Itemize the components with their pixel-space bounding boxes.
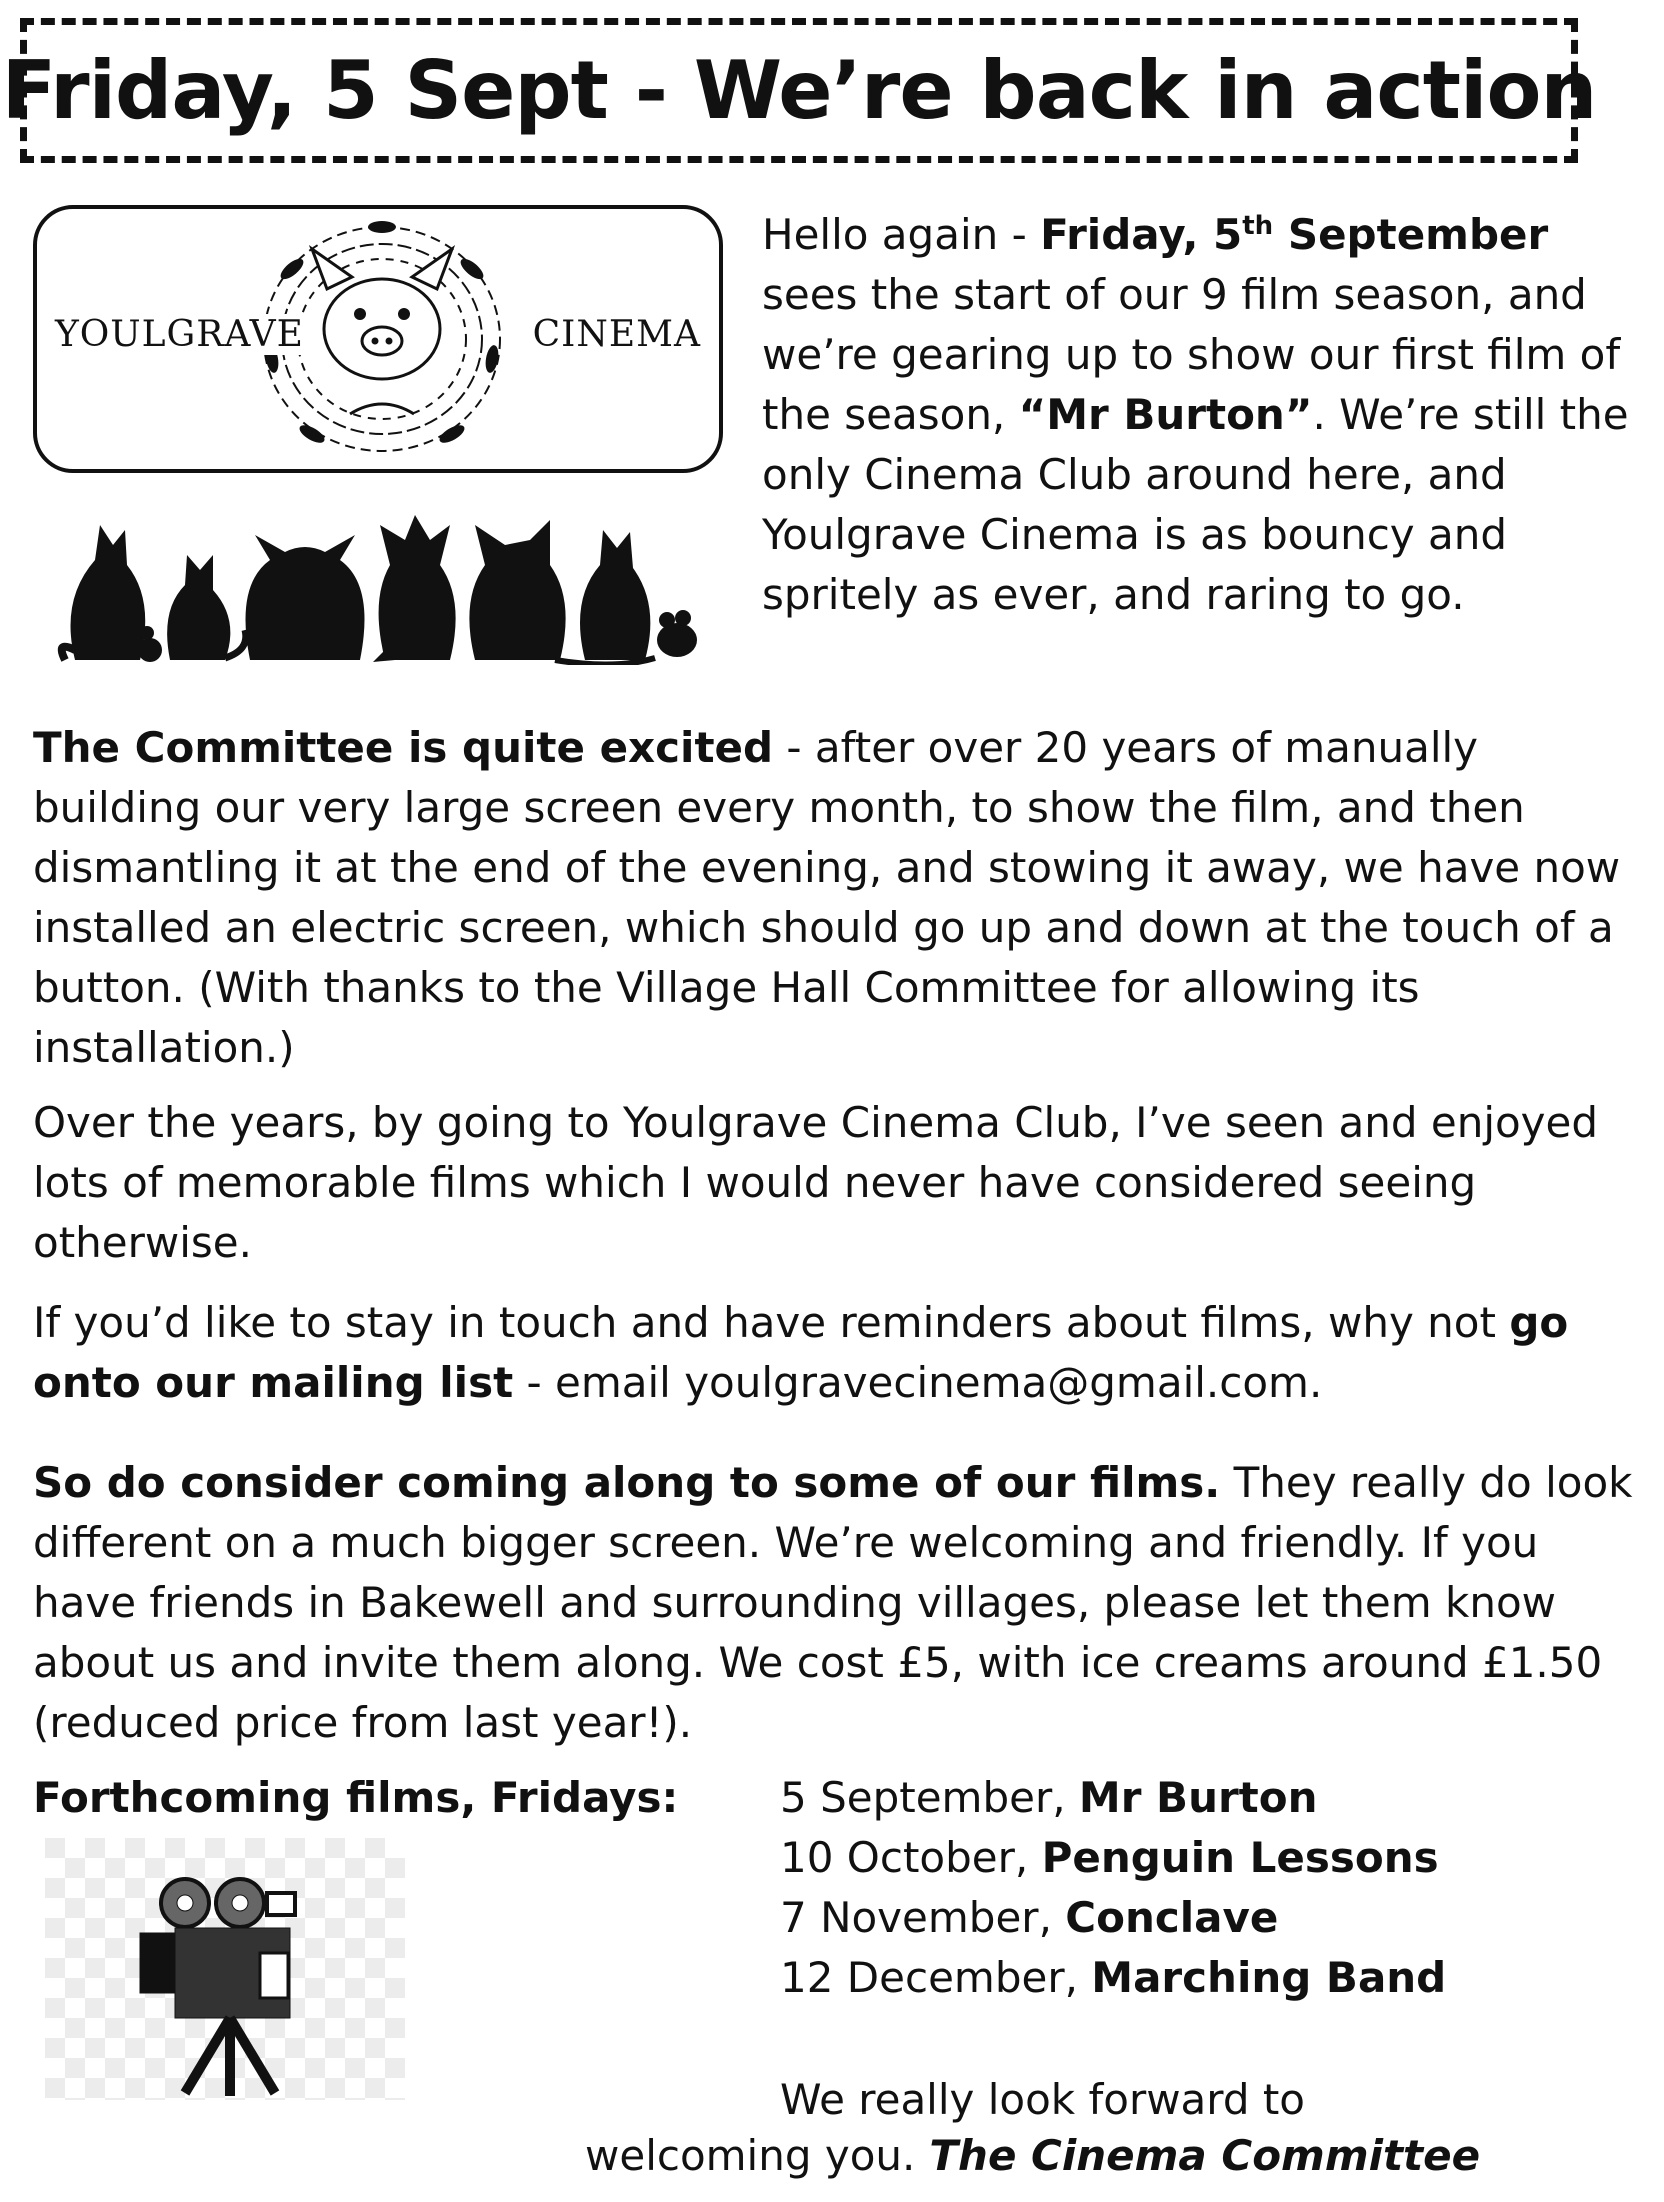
committee-paragraph bbox=[33, 718, 1633, 1078]
intro-film-title: “Mr Burton” bbox=[1018, 390, 1313, 439]
mailing-email-text: - email youlgravecinema@gmail.com. bbox=[513, 1358, 1323, 1407]
logo-word-left: YOULGRAVE bbox=[51, 314, 308, 355]
logo-word-right: CINEMA bbox=[529, 314, 705, 355]
intro-paragraph bbox=[762, 196, 1632, 625]
film-date: 12 December, bbox=[780, 1953, 1092, 2002]
mailing-text-1: If you’d like to stay in touch and have reminders about films, why not bbox=[33, 1298, 1510, 1347]
headline-banner bbox=[1, 18, 1597, 163]
committee-text: - after over 20 years of manually building our very large screen every month, to show the film, and then dismantling it at the end of the evening, and stowing it away, we have now installed an electric screen, which should go up and down at the touch of a button. (With thanks to the Village Hall Committee for allowing its installation.) bbox=[33, 723, 1621, 1072]
film-item bbox=[780, 1888, 1446, 1948]
invitation-paragraph bbox=[33, 1453, 1633, 1753]
memories-paragraph bbox=[33, 1093, 1633, 1273]
film-title: Conclave bbox=[1065, 1893, 1279, 1942]
intro-greeting: Hello again - bbox=[762, 210, 1041, 259]
cinema-logo bbox=[33, 205, 723, 473]
closing-text: welcoming you. bbox=[585, 2131, 916, 2180]
film-title: Marching Band bbox=[1091, 1953, 1447, 2002]
film-projector-icon bbox=[45, 1838, 405, 2100]
mailing-lead: go onto our mailing list bbox=[33, 1298, 1569, 1407]
intro-date-sup: th bbox=[1242, 211, 1274, 241]
signature: The Cinema Committee bbox=[929, 2131, 1481, 2180]
film-title: Penguin Lessons bbox=[1041, 1833, 1439, 1882]
closing-line-1: We really look forward to bbox=[780, 2075, 1305, 2124]
intro-date-end: September bbox=[1273, 210, 1549, 259]
headline-title: Friday, 5 Sept - We’re back in action bbox=[1, 43, 1597, 137]
film-date: 7 November, bbox=[780, 1893, 1066, 1942]
film-item bbox=[780, 1828, 1446, 1888]
intro-date-start: Friday, 5 bbox=[1040, 210, 1243, 259]
invitation-lead: So do consider coming along to some of our films. bbox=[33, 1458, 1221, 1507]
committee-lead: The Committee is quite excited bbox=[33, 723, 774, 772]
intro-text-1: sees the start of our 9 film season, and we’re gearing up to show our first film of the season, bbox=[762, 270, 1621, 439]
memories-text: Over the years, by going to Youlgrave Cinema Club, I’ve seen and enjoyed lots of memorable films which I would never have considered seeing otherwise. bbox=[33, 1098, 1599, 1267]
film-date: 10 October, bbox=[780, 1833, 1042, 1882]
films-heading: Forthcoming films, Fridays: bbox=[33, 1773, 679, 1822]
film-item bbox=[780, 1768, 1446, 1828]
film-date: 5 September, bbox=[780, 1773, 1079, 1822]
film-item bbox=[780, 1948, 1446, 2008]
mailing-list-paragraph bbox=[33, 1293, 1633, 1413]
invitation-text: They really do look different on a much bigger screen. We’re welcoming and friendly. If you have friends in Bakewell and surrounding villages, please let them know about us and invite them along. We cost £5, with ice creams around £1.50 (reduced price from last year!). bbox=[33, 1458, 1633, 1747]
closing-line-2 bbox=[585, 2126, 1480, 2186]
intro-text-2: . We’re still the only Cinema Club around here, and Youlgrave Cinema is as bouncy and spritely as ever, and raring to go. bbox=[762, 390, 1629, 619]
film-list bbox=[780, 1768, 1446, 2008]
film-title: Mr Burton bbox=[1078, 1773, 1318, 1822]
animal-silhouettes-icon bbox=[55, 490, 705, 665]
